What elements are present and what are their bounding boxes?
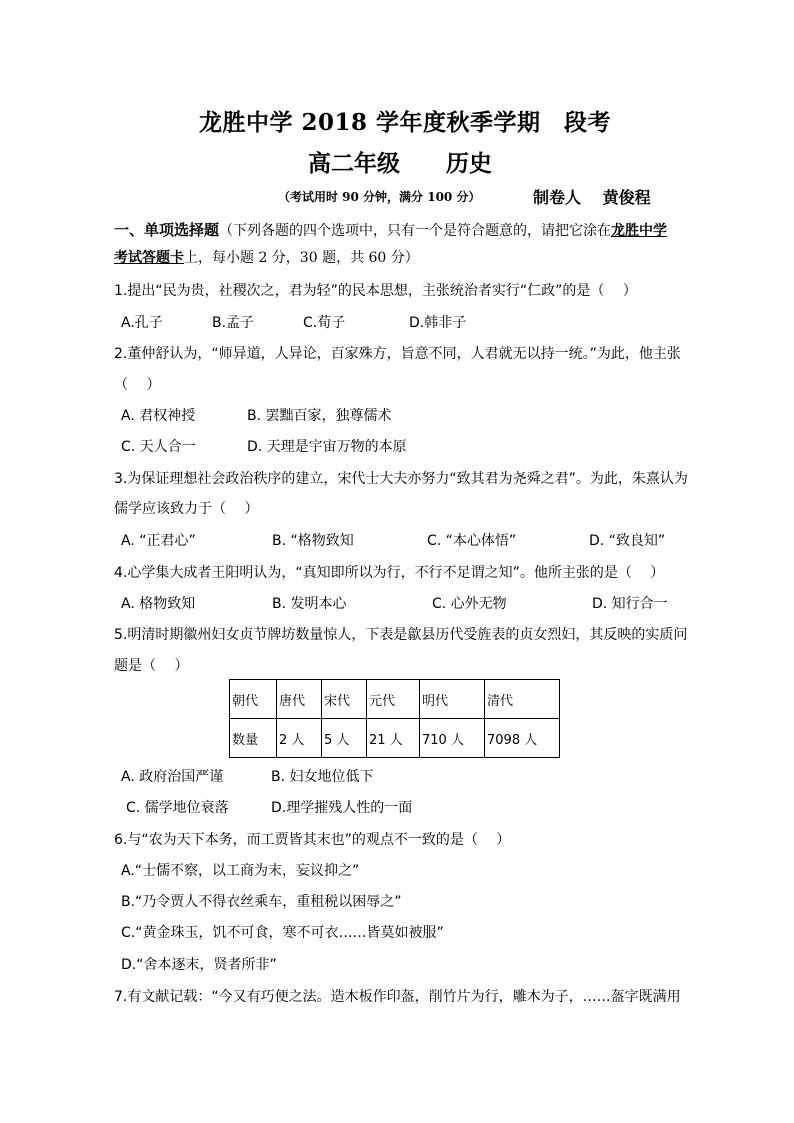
table-cell-count: 2 人: [277, 719, 322, 758]
exam-subtitle: 高二年级 历史: [308, 150, 492, 177]
question-3-option-c: C. “本心体悟”: [427, 533, 517, 549]
question-4-option-b: B. 发明本心: [272, 596, 347, 612]
question-6-stem: 6.与“农为天下本务，而工贾皆其末也”的观点不一致的是（ ）: [114, 832, 511, 848]
question-4-option-a: A. 格物致知: [121, 596, 196, 612]
table-cell-row-label: 数量: [230, 719, 277, 758]
question-6-option-a: A.“士儒不察，以工商为末，妄议抑之”: [121, 863, 360, 879]
section-heading-line2: [114, 247, 419, 267]
section-heading: 一、单项选择题: [114, 221, 220, 239]
section-heading-line1: [114, 219, 667, 240]
question-2-option-a: A. 君权神授: [121, 408, 196, 424]
table-cell-header-label: 朝代: [230, 680, 277, 719]
question-6-option-d: D.“舍本逐末，贤者所非”: [121, 957, 277, 973]
question-2-option-b: B. 罢黜百家，独尊儒术: [247, 408, 392, 424]
question-2-stem: 2.董仲舒认为，“师异道，人异论，百家殊方，旨意不同，人君就无以持一统。”为此，他主张: [114, 346, 681, 362]
question-7-stem: 7.有文献记载：“今又有巧便之法。造木板作印盔，削竹片为行，雕木为子，……盔字既满用: [114, 989, 681, 1005]
question-4-stem: 4.心学集大成者王阳明认为，“真知即所以为行，不行不足谓之知”。他所主张的是（ ）: [114, 565, 665, 581]
question-5-stem-cont: 题是（ ）: [114, 658, 189, 674]
answer-card-name: 龙胜中学: [611, 223, 668, 239]
question-6-option-c: C.“黄金珠玉，饥不可食，寒不可衣……皆莫如被服”: [121, 925, 444, 941]
preparer: 制卷人 黄俊程: [533, 188, 651, 207]
table-cell-dynasty: 唐代: [277, 680, 322, 719]
question-6-option-b: B.“乃令贾人不得衣丝乘车，重租税以困辱之”: [121, 894, 402, 910]
question-5-stem: 5.明清时期徽州妇女贞节牌坊数量惊人，下表是歙县历代受旌表的贞女烈妇，其反映的实质问: [114, 627, 688, 643]
table-cell-dynasty: 清代: [485, 680, 560, 719]
question-3-option-a: A. “正君心”: [121, 533, 196, 549]
question-2-stem-cont: （ ）: [114, 377, 161, 393]
table-row-header: [230, 680, 560, 719]
table-cell-dynasty: 元代: [367, 680, 420, 719]
question-3-option-d: D. “致良知”: [589, 533, 666, 549]
question-2-option-d: D. 天理是宇宙万物的本原: [247, 439, 407, 455]
exam-title: 龙胜中学 2018 学年度秋季学期 段考: [199, 109, 612, 136]
question-5-option-d: D.理学摧残人性的一面: [271, 800, 413, 816]
question-5-option-a: A. 政府治国严谨: [121, 769, 224, 785]
question-3-stem: 3.为保证理想社会政治秩序的建立，宋代士大夫亦努力“致其君为尧舜之君”。为此，朱熹认为: [114, 471, 688, 487]
exam-info: （考试用时 90 分钟，满分 100 分）: [278, 190, 481, 204]
question-5-option-b: B. 妇女地位低下: [271, 769, 374, 785]
question-2-option-c: C. 天人合一: [121, 439, 196, 455]
table-cell-dynasty: 明代: [420, 680, 485, 719]
question-1-option-c: C.荀子: [303, 315, 346, 331]
table-cell-count: 7098 人: [485, 719, 560, 758]
question-1-option-a: A.孔子: [121, 315, 163, 331]
answer-card-label: 考试答题卡: [114, 250, 184, 266]
question-1-stem: 1.提出“民为贵，社稷次之，君为轻”的民本思想，主张统治者实行“仁政”的是（ ）: [114, 283, 637, 299]
question-5-option-c: C. 儒学地位衰落: [126, 800, 229, 816]
table-cell-count: 710 人: [420, 719, 485, 758]
section-instructions: （下列各题的四个选项中，只有一个是符合题意的，请把它涂在: [219, 223, 612, 239]
table-cell-count: 5 人: [322, 719, 367, 758]
question-4-option-d: D. 知行合一: [592, 596, 668, 612]
question-1-option-b: B.孟子: [212, 315, 255, 331]
table-cell-dynasty: 宋代: [322, 680, 367, 719]
dynasty-table: [229, 679, 560, 758]
question-3-option-b: B. “格物致知: [272, 533, 354, 549]
question-3-stem-cont: 儒学应该致力于（ ）: [114, 501, 259, 517]
question-1-option-d: D.韩非子: [409, 315, 467, 331]
question-4-option-c: C. 心外无物: [432, 596, 507, 612]
table-cell-count: 21 人: [367, 719, 420, 758]
section-instructions-2: 上，每小题 2 分，30 题，共 60 分）: [184, 250, 419, 266]
table-row-counts: [230, 719, 560, 758]
